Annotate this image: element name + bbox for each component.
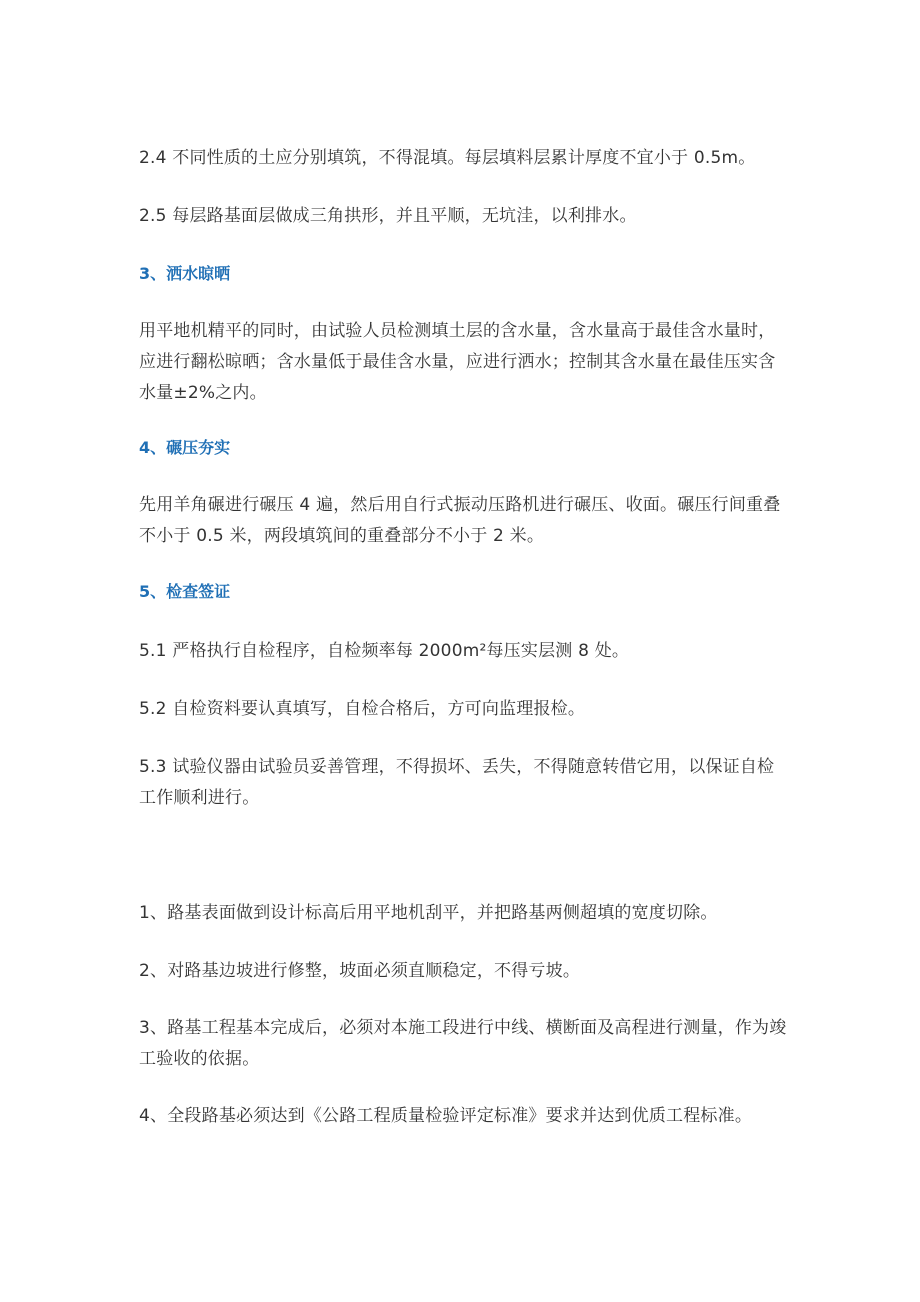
paragraph-5-3: 5.3 试验仪器由试验员妥善管理，不得损坏、丢失，不得随意转借它用，以保证自检工作顺利进行。 (139, 757, 775, 808)
paragraph-5-1: 5.1 严格执行自检程序，自检频率每 2000m²每压实层测 8 处。 (139, 641, 630, 661)
section-heading-3: 3、洒水晾晒 (139, 264, 231, 283)
section-heading-4: 4、碾压夯实 (139, 438, 231, 457)
list-item-finishing-3: 3、路基工程基本完成后，必须对本施工段进行中线、横断面及高程进行测量，作为竣工验收的依据。 (139, 1018, 787, 1069)
section-heading-5: 5、检查签证 (139, 582, 231, 601)
list-item-finishing-2: 2、对路基边坡进行修整，坡面必须直顺稳定，不得亏坡。 (139, 961, 581, 981)
paragraph-section-4: 先用羊角碾进行碾压 4 遍，然后用自行式振动压路机进行碾压、收面。碾压行间重叠不小于 0.5 米，两段填筑间的重叠部分不小于 2 米。 (139, 495, 781, 546)
paragraph-section-3: 用平地机精平的同时，由试验人员检测填土层的含水量，含水量高于最佳含水量时，应进行翻松晾晒；含水量低于最佳含水量，应进行洒水；控制其含水量在最佳压实含水量±2%之内。 (139, 321, 776, 403)
list-item-finishing-1: 1、路基表面做到设计标高后用平地机刮平，并把路基两侧超填的宽度切除。 (139, 903, 718, 923)
paragraph-2-5: 2.5 每层路基面层做成三角拱形，并且平顺，无坑洼，以利排水。 (139, 206, 637, 226)
list-item-finishing-4: 4、全段路基必须达到《公路工程质量检验评定标准》要求并达到优质工程标准。 (139, 1106, 753, 1126)
paragraph-5-2: 5.2 自检资料要认真填写，自检合格后，方可向监理报检。 (139, 699, 586, 719)
paragraph-2-4: 2.4 不同性质的土应分别填筑，不得混填。每层填料层累计厚度不宜小于 0.5m。 (139, 148, 756, 168)
